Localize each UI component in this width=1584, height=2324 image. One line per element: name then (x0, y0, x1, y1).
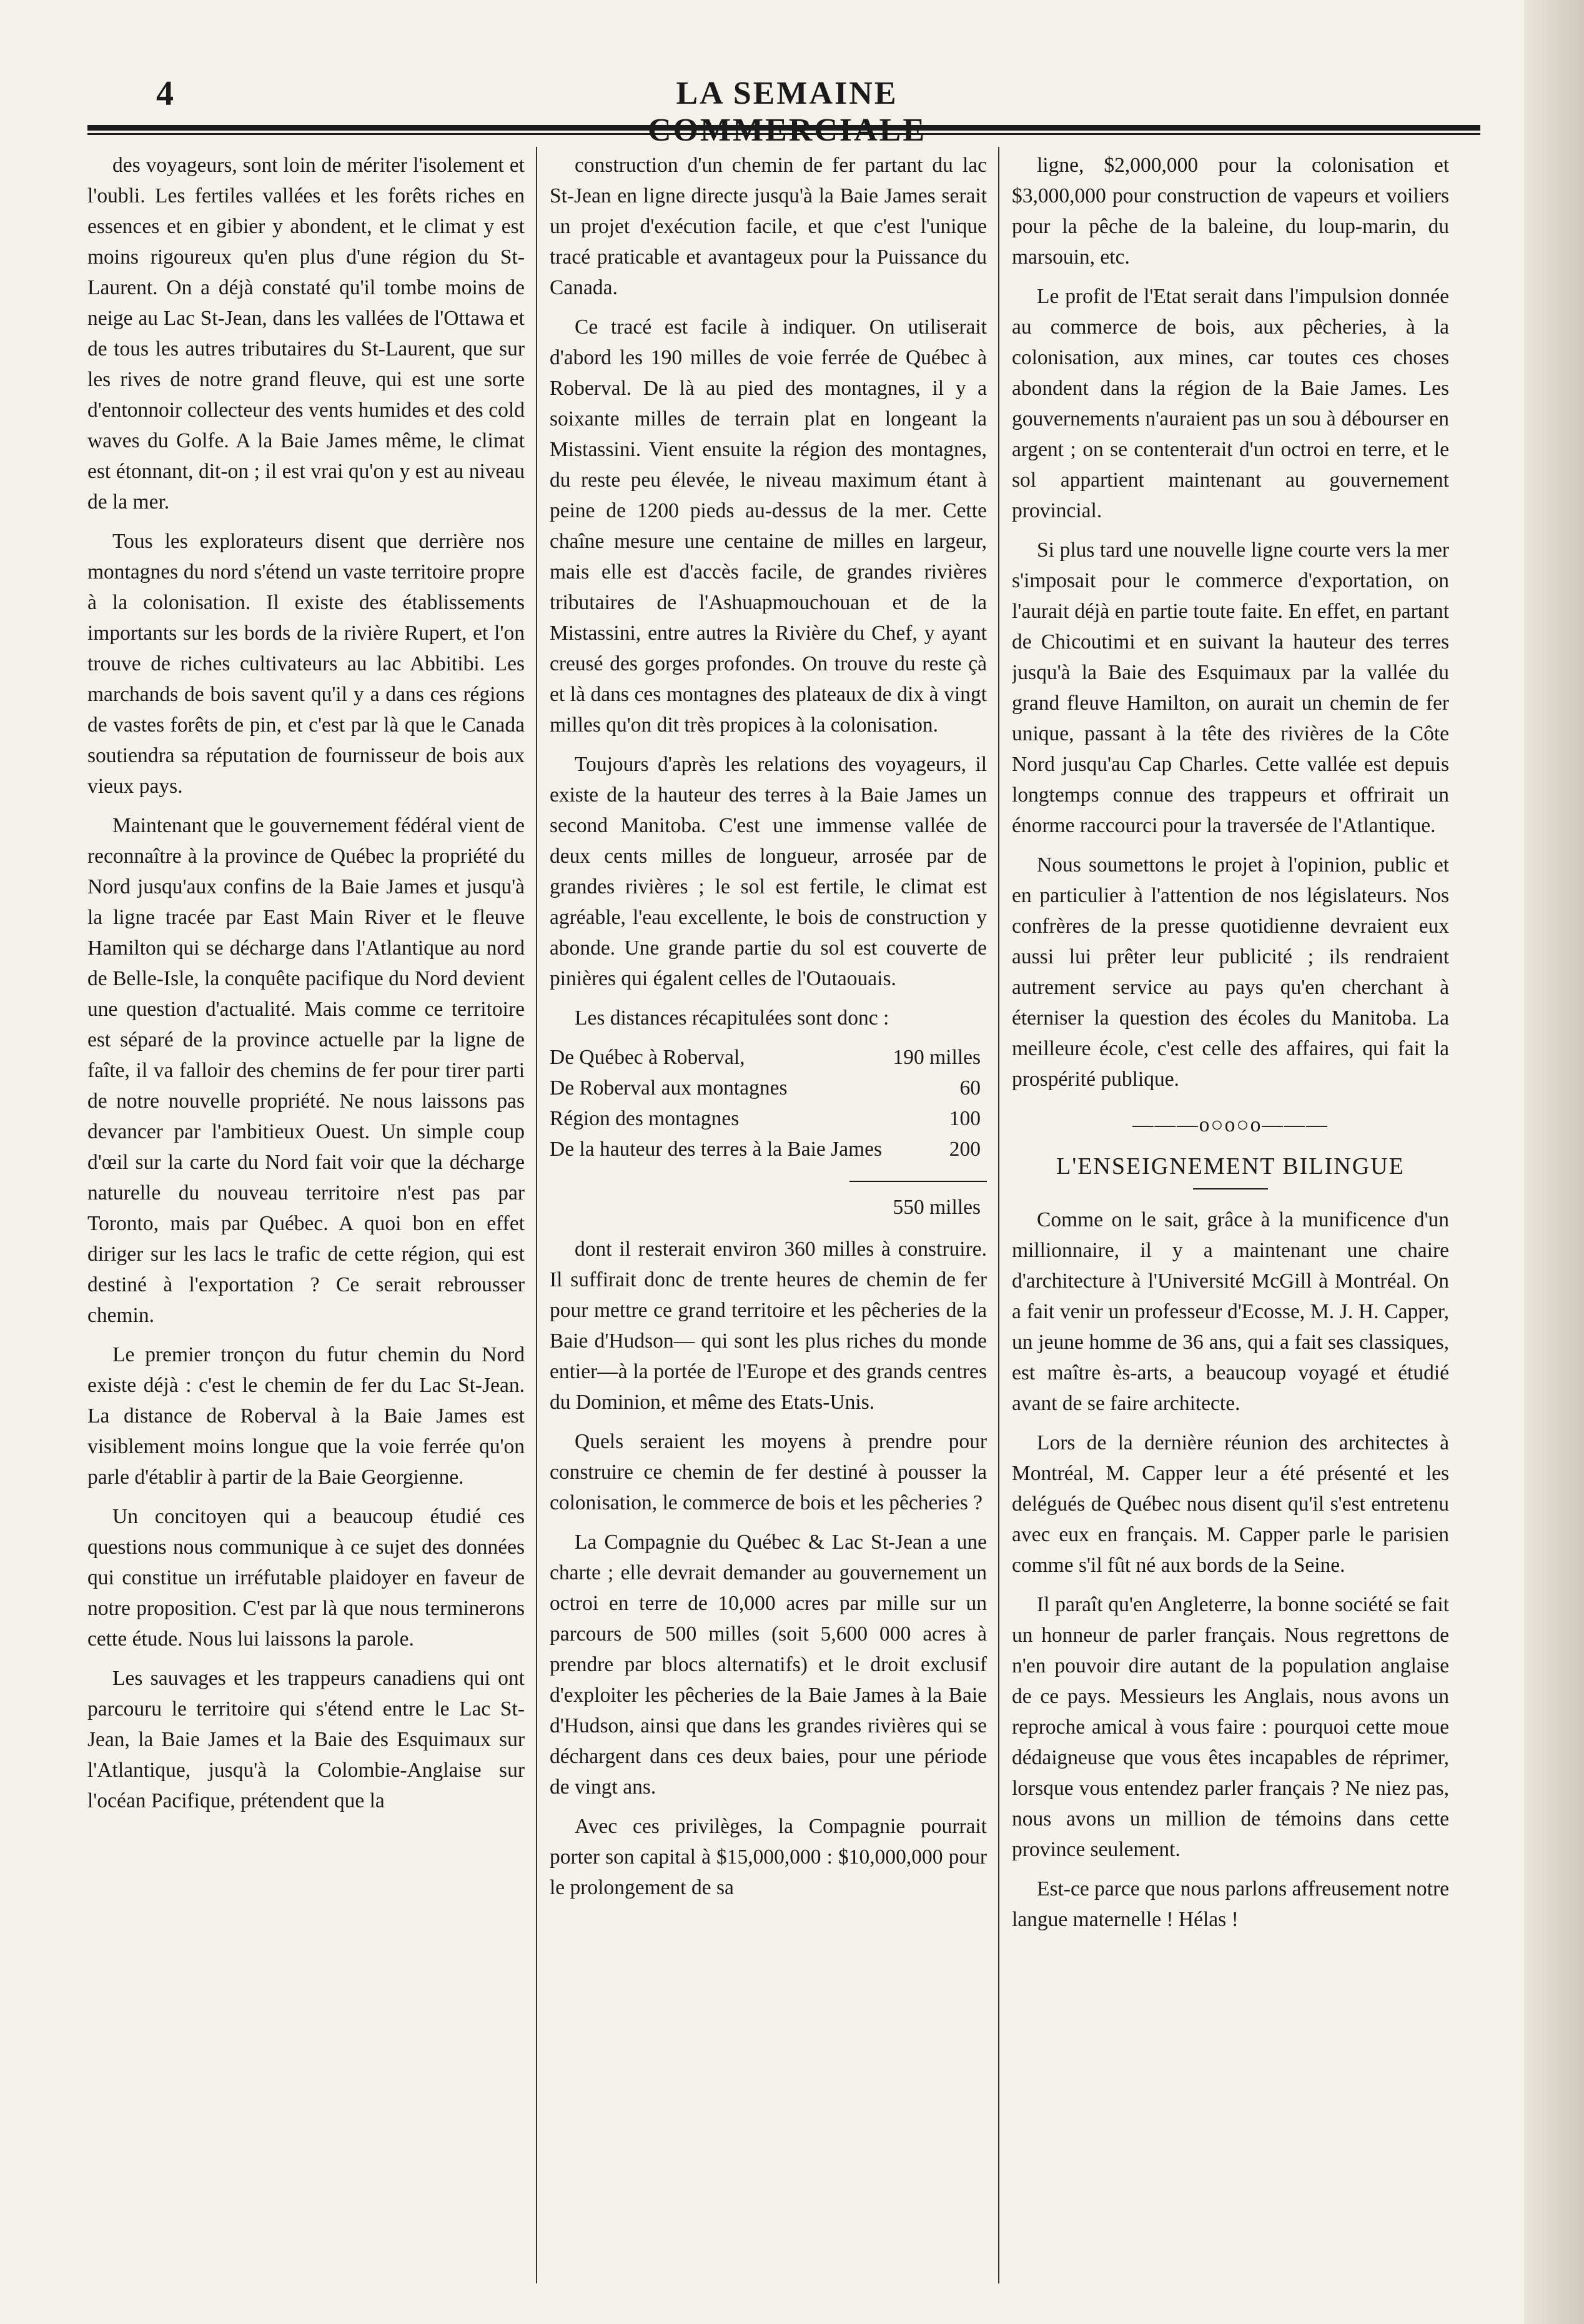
header-rule (87, 125, 1480, 131)
total-rule (849, 1181, 987, 1182)
distance-label: Région des montagnes (550, 1107, 740, 1130)
paragraph: Un concitoyen qui a beaucoup étudié ces questions nous communique à ce sujet des données qui constitue un irréfutable plaidoyer en faveur de notre proposition. C'est par là que nous terminerons cette étude. Nous lui laissons la parole. (87, 1505, 525, 1651)
paragraph: Quels seraient les moyens à prendre pour construire ce chemin de fer destiné à pousser la colonisation, le commerce de bois et les pêcheries ? (550, 1430, 987, 1514)
distance-value: 60 (959, 1076, 981, 1100)
paragraph: Nous soumettons le projet à l'opinion, public et en particulier à l'attention de nos législateurs. Nos confrères de la presse quotidienne devraient eux aussi lui prêter leur publicité ; ils rendraient autrement service au pays qu'en cherchant à éterniser la question des écoles du Manitoba. La meilleure école, c'est celle des affaires, qui fait la prospérité publique. (1012, 853, 1449, 1091)
distance-value: 190 milles (893, 1046, 981, 1069)
paragraph: Il paraît qu'en Angleterre, la bonne société se fait un honneur de parler français. Nous regrettons de n'en pouvoir dire autant de la population anglaise de ce pays. Messieurs les Anglais, nous avons un reproche amical à vous faire : pourquoi cette moue dédaigneuse que vous êtes incapables de réprimer, lorsque vous entendez parler français ? Ne niez pas, nous avons un million de témoins dans cette province seulement. (1012, 1593, 1449, 1861)
paragraph: Le profit de l'Etat serait dans l'impulsion donnée au commerce de bois, aux pêcheries, à la colonisation, aux mines, car toutes ces choses abondent dans la région de la Baie James. Les gouvernements n'auraient pas un sou à débourser en argent ; on se contenterait d'un octroi en terre, et le sol appartient maintenant au gouvernement provincial. (1012, 285, 1449, 522)
paragraph: ligne, $2,000,000 pour la colonisation et $3,000,000 pour construction de vapeurs et voiliers pour la pêche de la baleine, du loup-marin, du marsouin, etc. (1012, 154, 1449, 269)
paragraph: Ce tracé est facile à indiquer. On utiliserait d'abord les 190 milles de voie ferrée de Québec à Roberval. De là au pied des montagnes, il y a soixante milles de terrain plat en longeant la Mistassini. Vient ensuite la région des montagnes, du reste peu élevée, le niveau maximum étant à peine de 1200 pieds au-dessus de la mer. Cette chaîne mesure une centaine de milles en largeur, mais elle est d'accès facile, de grandes rivières tributaires de l'Ashuapmouchouan et de la Mistassini, entre autres la Rivière du Chef, y ayant creusé des gorges profondes. On trouve du reste çà et là dans ces montagnes des plateaux de dix à vingt milles qu'on dit très propices à la colonisation. (550, 315, 987, 737)
paragraph: Toujours d'après les relations des voyageurs, il existe de la hauteur des terres à la Baie James un second Manitoba. C'est une immense vallée de deux cents milles de longueur, arrosée par de grandes rivières ; le sol est fertile, le climat est agréable, l'eau excellente, le bois de construction y abonde. Une grande partie du sol est couverte de pinières qui égalent celles de l'Outaouais. (550, 753, 987, 990)
paragraph: Comme on le sait, grâce à la munificence d'un millionnaire, il y a maintenant une chaire d'architecture à l'Université McGill à Montréal. On a fait venir un professeur d'Ecosse, M. J. H. Capper, un jeune homme de 36 ans, qui a fait ses classiques, est maître ès-arts, a beaucoup voyagé et étudié avant de se faire architecte. (1012, 1208, 1449, 1415)
page-edge (1524, 0, 1584, 2324)
paragraph: construction d'un chemin de fer partant du lac St-Jean en ligne directe jusqu'à la Baie James serait un projet d'exécution facile, et que c'est l'unique tracé praticable et avantageux pour la Puissance du Canada. (550, 154, 987, 299)
paragraph: La Compagnie du Québec & Lac St-Jean a une charte ; elle devrait demander au gouvernement un octroi en terre de 10,000 acres par mille sur un parcours de 500 milles (soit 5,600 000 acres à prendre par blocs alternatifs) et le droit exclusif d'exploiter les pêcheries de la Baie James à la Baie d'Hudson, ainsi que dans les grandes rivières qui se déchargent dans ces deux baies, pour une période de vingt ans. (550, 1531, 987, 1799)
paragraph: Tous les explorateurs disent que derrière nos montagnes du nord s'étend un vaste territoire propre à la colonisation. Il existe des établissements importants sur les bords de la rivière Rupert, et l'on trouve de riches cultivateurs au lac Abbitibi. Les marchands de bois savent qu'il y a dans ces régions de vastes forêts de pin, et c'est par là que le Canada soutiendra sa réputation de fournisseur de bois aux vieux pays. (87, 530, 525, 798)
section-ornament: ———o○o○o——— (1132, 1113, 1329, 1136)
distance-row (550, 1134, 987, 1164)
paragraph: Les sauvages et les trappeurs canadiens qui ont parcouru le territoire qui s'étend entre le Lac St-Jean, la Baie James et la Baie des Esquimaux sur l'Atlantique, jusqu'à la Colombie-Anglaise sur l'océan Pacifique, prétendent que la (87, 1667, 525, 1812)
column-1 (87, 150, 525, 2274)
header-rule-thin (87, 133, 1480, 135)
distance-row (550, 1103, 987, 1134)
paragraph: Est-ce parce que nous parlons affreusement notre langue maternelle ! Hélas ! (1012, 1877, 1449, 1931)
distance-label: De la hauteur des terres à la Baie James (550, 1138, 883, 1161)
paragraph: Les distances récapitulées sont donc : (575, 1006, 889, 1030)
distance-value: 100 (949, 1107, 981, 1130)
heading-rule (1193, 1188, 1268, 1189)
column-divider (536, 147, 537, 2283)
paragraph: Maintenant que le gouvernement fédéral vient de reconnaître à la province de Québec la propriété du Nord jusqu'aux confins de la Baie James et jusqu'à la ligne tracée par East Main River et le fleuve Hamilton qui se décharge dans l'Atlantique au nord de Belle-Isle, la conquête pacifique du Nord devient une question d'actualité. Mais comme ce territoire est séparé de la province actuelle par la ligne de faîte, il va falloir des chemins de fer pour tirer parti de notre nouvelle propriété. Ne nous laissons pas devancer par l'ambitieux Ouest. Un simple coup d'œil sur la carte du Nord fait voir que la décharge naturelle du nouveau territoire n'est pas par Toronto, mais par Québec. A quoi bon en effet diriger sur les lacs le trafic de cette région, qui est destiné à l'exportation ? Ce serait rebrousser chemin. (87, 814, 525, 1327)
column-divider (998, 147, 999, 2283)
distance-row (550, 1042, 987, 1073)
page-number: 4 (156, 74, 174, 113)
distance-value: 200 (949, 1138, 981, 1161)
distance-row (550, 1073, 987, 1103)
paragraph: Lors de la dernière réunion des architectes à Montréal, M. Capper leur a été présenté et les delégués de Québec nous disent qu'il s'est entretenu avec eux en français. M. Capper parle le parisien comme s'il fût né aux bords de la Seine. (1012, 1431, 1449, 1577)
paragraph: des voyageurs, sont loin de mériter l'isolement et l'oubli. Les fertiles vallées et les forêts riches en essences et en gibier y abondent, et le climat y est moins rigoureux qu'en plus d'une région du St-Laurent. On a déjà constaté qu'il tombe moins de neige au Lac St-Jean, dans les vallées de l'Ottawa et de tous les autres tributaires du St-Laurent, que sur les rives de notre grand fleuve, qui est une sorte d'entonnoir collecteur des vents humides et des cold waves du Golfe. A la Baie James même, le climat est étonnant, dit-on ; il est vrai qu'on y est au niveau de la mer. (87, 154, 525, 514)
paragraph: Si plus tard une nouvelle ligne courte vers la mer s'imposait pour le commerce d'exportation, on l'aurait déjà en partie toute faite. En effet, en partant de Chicoutimi et en suivant la hauteur des terres jusqu'à la Baie des Esquimaux par la vallée du grand fleuve Hamilton, on aurait un chemin de fer unique, passant à la tête des rivières de la Côte Nord jusqu'au Cap Charles. Cette vallée est depuis longtemps connue des trappeurs et offrirait un énorme raccourci pour la traversée de l'Atlantique. (1012, 539, 1449, 837)
distance-label: De Québec à Roberval, (550, 1046, 745, 1069)
column-2 (550, 150, 987, 2274)
column-3 (1012, 150, 1449, 2274)
distance-label: De Roberval aux montagnes (550, 1076, 788, 1100)
distance-table (550, 1042, 987, 1223)
section-heading: L'ENSEIGNEMENT BILINGUE (1056, 1153, 1405, 1179)
publication-title: LA SEMAINE (676, 76, 898, 111)
paragraph: Le premier tronçon du futur chemin du Nord existe déjà : c'est le chemin de fer du Lac St-Jean. La distance de Roberval à la Baie James est visiblement moins longue que la voie ferrée qu'on parle d'établir à partir de la Baie Georgienne. (87, 1343, 525, 1489)
paragraph: Avec ces privilèges, la Compagnie pourrait porter son capital à $15,000,000 : $10,000,000 pour le prolongement de sa (550, 1815, 987, 1899)
paragraph: dont il resterait environ 360 milles à construire. Il suffirait donc de trente heures de chemin de fer pour mettre ce grand territoire et les pêcheries de la Baie d'Hudson— qui sont les plus riches du monde entier—à la portée de l'Europe et des grands centres du Dominion, et même des Etats-Unis. (550, 1238, 987, 1414)
distance-total: 550 milles (893, 1196, 981, 1219)
